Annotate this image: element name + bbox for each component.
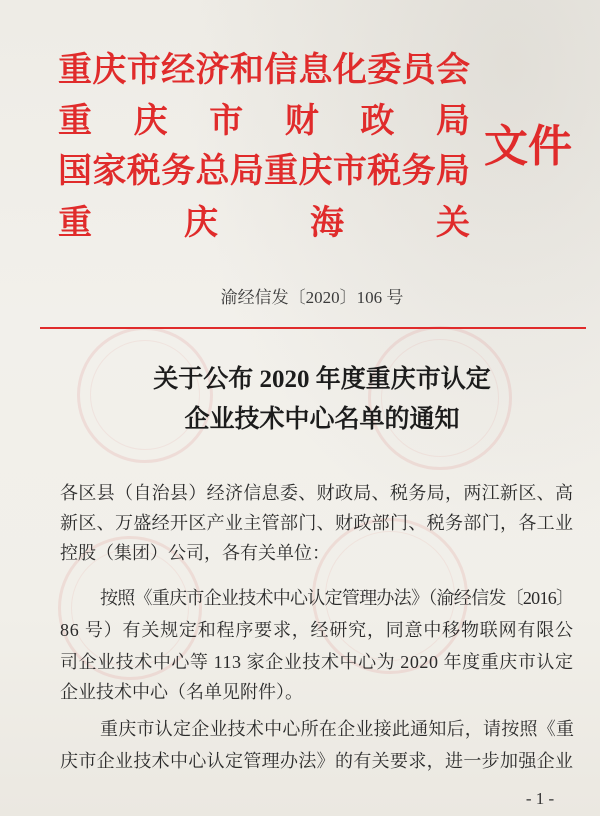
issuer-name: 国家税务总局重庆市税务局: [58, 151, 471, 191]
line-text: 86 号）有关规定和程序要求，经研究，同意中移物联网有限公: [60, 620, 574, 640]
masthead-suffix: 文件: [484, 121, 572, 172]
line-text: 按照《重庆市企业技术中心认定管理办法》（渝经信发〔2016〕: [100, 588, 574, 608]
seal-stamp: [368, 326, 512, 470]
paragraph-line: [60, 749, 573, 773]
page-number: - 1 -: [525, 789, 555, 808]
document-number: 渝经信发〔2020〕106 号: [220, 288, 404, 307]
issuer-line: [58, 100, 512, 142]
line-text: 各区县（自治县）经济信息委、财政局、税务局，两江新区、高: [60, 483, 574, 503]
salutation-line: [60, 481, 573, 505]
issuer-name: 重庆市财政局: [58, 101, 512, 141]
document-title-line: 关于公布 2020 年度重庆市认定: [153, 366, 491, 393]
salutation-line: [60, 511, 573, 535]
issuer-name: 重庆海关: [58, 203, 562, 243]
red-divider: [40, 327, 586, 329]
line-text: 庆市企业技术中心认定管理办法》的有关要求，进一步加强企业: [60, 751, 574, 771]
paragraph-line: 企业技术中心（名单见附件）。: [60, 682, 303, 702]
line-text: 重庆市认定企业技术中心所在企业接此通知后，请按照《重: [100, 719, 575, 739]
line-text: 新区、万盛经开区产业主管部门、财政部门、税务部门，各工业: [60, 513, 574, 533]
document-title-line: 企业技术中心名单的通知: [184, 406, 460, 433]
salutation-line: 控股（集团）公司，各有关单位：: [60, 543, 330, 563]
paragraph-line: [60, 650, 573, 674]
line-text: 司企业技术中心等 113 家企业技术中心为 2020 年度重庆市认定: [60, 652, 574, 672]
issuer-line: [58, 150, 470, 192]
issuer-line: [58, 202, 562, 244]
paragraph-line: [100, 586, 574, 610]
issuer-line: [58, 49, 470, 91]
paragraph-line: [100, 717, 574, 741]
paragraph-line: [60, 618, 573, 642]
issuer-name: 重庆市经济和信息化委员会: [58, 50, 471, 90]
